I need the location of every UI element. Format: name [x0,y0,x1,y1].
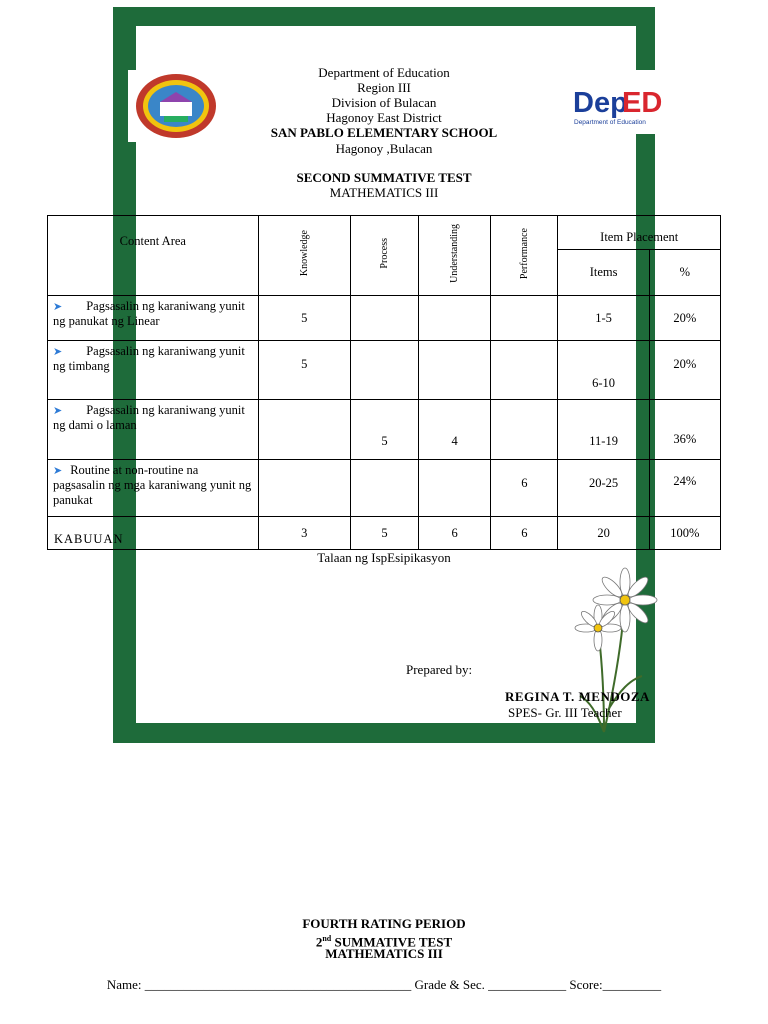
arrow-bullet-icon: ➤ [53,301,63,313]
total-understanding: 6 [419,517,491,550]
percent-cell: 20% [649,296,720,341]
prepared-by-label: Prepared by: [406,662,473,677]
deped-logo-text-left: Dep [573,87,628,119]
table-row [48,400,721,460]
header-location: Hagonoy ,Bulacan [335,141,433,156]
test-title-rest: SUMMATIVE TEST [331,934,453,950]
content-area-text: Pagsasalin ng karaniwang yunit ng panukat ng Linear [53,299,245,328]
arrow-bullet-icon: ➤ [53,346,63,358]
process-cell [350,296,418,341]
understanding-cell [419,341,491,400]
total-items: 20 [558,517,649,550]
total-performance: 6 [491,517,558,550]
table-row [48,460,721,517]
header-performance: Performance [518,227,530,280]
score-blank[interactable]: _________ [602,977,662,992]
performance-cell [491,341,558,400]
content-area-cell [48,460,259,517]
content-area-text: Pagsasalin ng karaniwang yunit ng timbang [53,344,245,373]
knowledge-cell [258,400,350,460]
total-process: 5 [350,517,418,550]
test-number-suffix: nd [322,934,332,943]
header-region: Region III [357,80,411,95]
total-percent: 100% [649,517,720,550]
table-row [48,296,721,341]
content-area-cell [48,296,259,341]
items-cell: 20-25 [558,460,649,517]
rating-period: FOURTH RATING PERIOD [302,916,466,931]
table-caption: Talaan ng IspEsipikasyon [317,550,451,565]
teacher-name: REGINA T. MENDOZA [505,689,650,704]
table-total-row [48,517,721,550]
header-process: Process [378,238,390,269]
process-cell [350,341,418,400]
content-area-text: Pagsasalin ng karaniwang yunit ng dami o laman [53,403,245,432]
header-school-name: SAN PABLO ELEMENTARY SCHOOL [270,125,498,140]
grade-blank[interactable]: ____________ [488,977,567,992]
understanding-cell [419,460,491,517]
items-cell: 1-5 [558,296,649,341]
test-number: 2 [315,934,323,950]
grade-label: Grade & Sec. [411,977,489,992]
performance-cell [491,400,558,460]
header-division: Division of Bulacan [331,95,437,110]
header-knowledge: Knowledge [298,230,310,277]
knowledge-cell [258,460,350,517]
header-item-placement: Item Placement [558,216,721,250]
header-understanding: Understanding [449,224,461,283]
knowledge-cell: 5 [258,341,350,400]
performance-cell: 6 [491,460,558,517]
percent-cell: 36% [649,400,720,460]
score-label: Score: [566,977,603,992]
header-percent: % [649,250,720,296]
header-items: Items [558,250,649,296]
table-header-row [48,216,721,250]
deped-logo-text-right: ED [622,87,663,119]
name-blank[interactable]: _________________________________________ [144,977,412,992]
knowledge-cell: 5 [258,296,350,341]
test-title: SECOND SUMMATIVE TEST [296,170,472,185]
items-cell: 6-10 [558,341,649,400]
content-area-cell [48,400,259,460]
items-cell: 11-19 [558,400,649,460]
header-district: Hagonoy East District [326,110,442,125]
arrow-bullet-icon: ➤ [53,465,63,477]
total-knowledge: 3 [258,517,350,550]
percent-cell: 20% [649,341,720,400]
total-label: KABUUAN [48,517,259,550]
process-cell [350,460,418,517]
teacher-position: SPES- Gr. III Teacher [508,705,622,720]
table-row [48,341,721,400]
content-area-text: Routine at non-routine na pagsasalin ng mga karaniwang yunit ng panukat [53,463,252,507]
understanding-cell: 4 [419,400,491,460]
understanding-cell [419,296,491,341]
test-subject: MATHEMATICS III [329,185,439,200]
page2-subject: MATHEMATICS III [325,946,443,961]
process-cell: 5 [350,400,418,460]
performance-cell [491,296,558,341]
table-of-specification [47,215,721,550]
content-area-cell [48,341,259,400]
student-info-line [0,977,768,992]
deped-logo-subtitle: Department of Education [574,119,646,126]
header-content-area: Content Area [48,216,259,296]
arrow-bullet-icon: ➤ [53,405,63,417]
header-department: Department of Education [318,65,450,80]
percent-cell: 24% [649,460,720,517]
name-label: Name: [106,977,145,992]
